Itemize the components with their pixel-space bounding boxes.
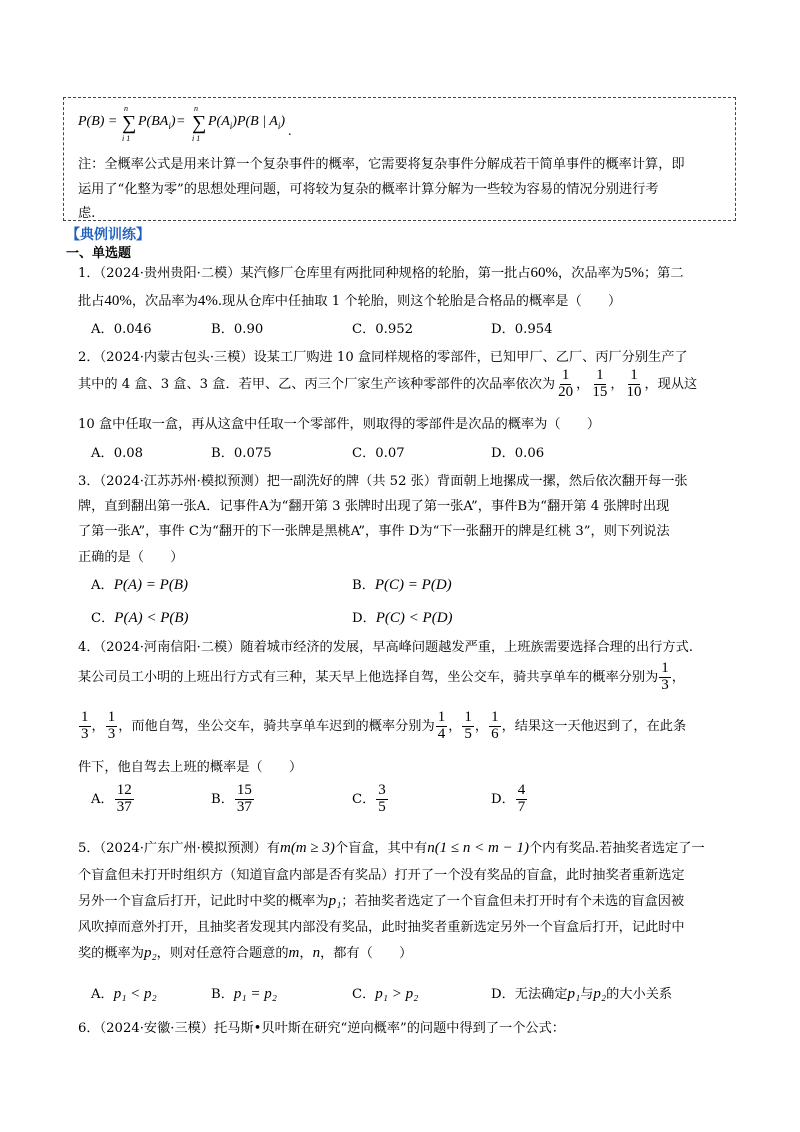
note-line-3: 虑. [78, 206, 96, 221]
q3-option-c[interactable]: C．P(A) < P(B) [91, 610, 189, 626]
q2-line-1: 2．（2024·内蒙古包头·三模）设某工厂购进 10 盒同样规格的零部件，已知甲厂、乙厂、丙厂分别生产了 [78, 350, 688, 365]
formula-equals: = [176, 114, 186, 129]
total-probability-formula [78, 104, 718, 144]
sum2-term: $P(A_i)P(B$ | $A_i$) [208, 114, 286, 131]
q4-option-d[interactable]: D． $\frac{4}{7}$ [491, 782, 526, 815]
q5-line-3: 另外一个盲盒后打开，记此时中奖的概率为p₁；若抽奖者选定了一个盲盒但未打开时有个未选的盲盒因被 [78, 893, 685, 909]
q3-line-4: 正确的是（ ） [78, 550, 184, 565]
q4-option-a[interactable]: A． $\frac{12}{37}$ [91, 782, 132, 815]
q1-option-a[interactable]: A．0.046 [91, 322, 152, 337]
q1-line-2: 批占40%，次品率为4%.现从仓库中任抽取 1 个轮胎，则这个轮胎是合格品的概率是（ ） [78, 293, 622, 309]
q5-option-d[interactable]: D．无法确定p₁与p₂的大小关系 [491, 986, 673, 1002]
q5-line-2: 个盲盒但未打开时组织方（知道盲盒内部是否有奖品）打开了一个没有奖品的盲盒，此时抽奖者重新选定 [78, 868, 685, 883]
q5-option-c[interactable]: C．p₁ > p₂ [352, 986, 419, 1002]
q4-line-1: 4．（2024·河南信阳·二模）随着城市经济的发展，早高峰问题越发严重，上班族需要选择合理的出行方式. [78, 640, 693, 655]
q3-line-2: 牌，直到翻出第一张A．记事件A为“翻开第 3 张牌时出现了第一张A”，事件B为“翻开第 4 张牌时出现 [78, 499, 670, 514]
q1-option-b[interactable]: B．0.90 [211, 322, 264, 337]
frac-1-20: $\frac{1}{20}$ [558, 367, 574, 400]
q1-option-d[interactable]: D．0.954 [491, 322, 553, 337]
sum1-lower: i 1 [122, 134, 131, 143]
frac-1-15: $\frac{1}{15}$ [592, 367, 608, 400]
frac-a: $\frac{1}{3}$ [661, 660, 669, 693]
formula-lhs: P(B) = [78, 114, 118, 129]
formula-period: . [288, 124, 292, 139]
sum-symbol-1: ∑ [122, 112, 137, 134]
frac-e: $\frac{1}{5}$ [464, 709, 472, 742]
q3-option-b[interactable]: B．P(C) = P(D) [352, 577, 452, 593]
q1-line-1: 1．（2024·贵州贵阳·二模）某汽修厂仓库里有两批同种规格的轮胎，第一批占60%，次品率为5%；第二 [78, 265, 684, 281]
q4-line-3: $\frac{1}{3}$ ， $\frac{1}{3}$ ，而他自驾，坐公交车，骑共享单车迟到的概率分别为 $\frac{1}{4}$ ， $\frac{1}{5}$ ， $\frac{1}{6}$ ，结果这一天他迟到了，在此条 [81, 709, 687, 742]
q2-line-3: 10 盒中任取一盒，再从这盒中任取一个零部件，则取得的零部件是次品的概率为（ ） [78, 417, 601, 432]
q2-option-b[interactable]: B．0.075 [211, 446, 272, 461]
q4-option-b[interactable]: B． $\frac{15}{37}$ [211, 782, 252, 815]
q3-option-d[interactable]: D．P(C) < P(D) [352, 610, 453, 626]
q2-option-d[interactable]: D．0.06 [491, 446, 545, 461]
q4-line-2: 某公司员工小明的上班出行方式有三种，某天早上他选择自驾，坐公交车，骑共享单车的概率分别为 $\frac{1}{3}$ ， [78, 660, 685, 693]
sum2-upper: n [194, 104, 198, 113]
q1-option-c[interactable]: C．0.952 [352, 322, 414, 337]
sum1-term: $P(BA_i)$ [138, 114, 176, 131]
sum1-upper: n [124, 104, 128, 113]
note-line-1: 注：全概率公式是用来计算一个复杂事件的概率，它需要将复杂事件分解成若干简单事件的概率计算，即 [78, 157, 685, 172]
q3-line-3: 了第一张A”，事件 C为“翻开的下一张牌是黑桃A”，事件 D为“下一张翻开的牌是红桃 3”，则下列说法 [78, 524, 670, 539]
subsection-title: 一、单选题 [66, 246, 132, 261]
q3-option-a[interactable]: A．P(A) = P(B) [91, 577, 188, 593]
q5-line-1: 5．（2024·广东广州·模拟预测）有m(m ≥ 3)个盲盒，其中有n(1 ≤ n < m − 1)个内有奖品.若抽奖者选定了一 [78, 840, 705, 856]
frac-c: $\frac{1}{3}$ [107, 709, 116, 742]
note-line-2: 运用了“化整为零”的思想处理问题，可将较为复杂的概率计算分解为一些较为容易的情况分别进行考 [78, 182, 659, 197]
q3-line-1: 3．（2024·江苏苏州·模拟预测）把一副洗好的牌（共 52 张）背面朝上地摞成一摞，然后依次翻开每一张 [78, 474, 688, 489]
q4-option-c[interactable]: C． $\frac{3}{5}$ [352, 782, 386, 815]
q2-line-2: 其中的 4 盒、3 盒、3 盒．若甲、乙、丙三个厂家生产该种零部件的次品率依次为 $\frac{1}{20}$ ， $\frac{1}{15}$ ， $\frac{1}{10}$ ，现从这 [78, 367, 698, 400]
sum2-lower: i 1 [192, 134, 201, 143]
q2-option-a[interactable]: A．0.08 [91, 446, 144, 461]
q5-line-5: 奖的概率为p₂，则对任意符合题意的m，n，都有（ ） [78, 945, 413, 961]
q4-line-4: 件下，他自驾去上班的概率是（ ） [78, 760, 303, 775]
frac-d: $\frac{1}{4}$ [437, 709, 446, 742]
q5-line-4: 风吹掉而意外打开，且抽奖者发现其内部没有奖品，此时抽奖者重新选定另外一个盲盒后打开，记此时中 [78, 920, 685, 935]
frac-f: $\frac{1}{6}$ [491, 709, 499, 742]
q2-option-c[interactable]: C．0.07 [352, 446, 405, 461]
section-title: 【典例训练】 [66, 227, 150, 243]
q5-option-b[interactable]: B．p₁ = p₂ [211, 986, 277, 1002]
frac-b: $\frac{1}{3}$ [81, 709, 89, 742]
q6-line-1: 6．（2024·安徽·三模）托马斯•贝叶斯在研究“逆向概率”的问题中得到了一个公式： [78, 1021, 565, 1036]
q5-option-a[interactable]: A．p₁ < p₂ [91, 986, 157, 1002]
sum-symbol-2: ∑ [192, 112, 207, 134]
frac-1-10: $\frac{1}{10}$ [626, 367, 642, 400]
